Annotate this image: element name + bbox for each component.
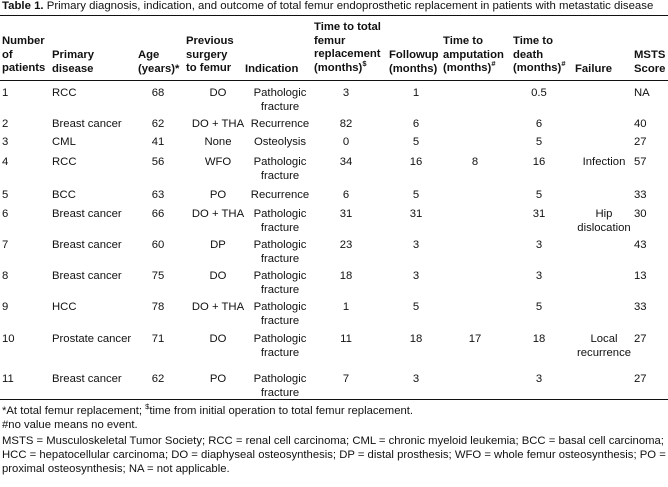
table-title: Primary diagnosis, indication, and outcome of total femur endoprosthetic replacement in patients with metastatic disease	[46, 0, 654, 12]
cell-age: 56	[151, 156, 165, 168]
cell-time-to-death: 6	[535, 118, 543, 130]
cell-number: 6	[2, 208, 9, 220]
cell-age: 71	[151, 333, 165, 345]
cell-age: 66	[151, 208, 165, 220]
cell-previous-surgery: DP	[210, 239, 226, 251]
cell-number: 4	[2, 156, 9, 168]
table-label: Table 1.	[2, 0, 44, 12]
footnote-hash: #no value means no event.	[2, 419, 138, 431]
cell-msts-score: 27	[634, 333, 647, 345]
cell-primary-disease: Prostate cancer	[52, 333, 132, 345]
cell-age: 63	[151, 189, 165, 201]
cell-indication: Osteolysis	[253, 136, 307, 148]
cell-primary-disease: BCC	[52, 189, 76, 201]
cell-followup: 3	[412, 239, 420, 251]
cell-followup: 6	[412, 118, 420, 130]
header-msts-score: MSTS Score	[634, 49, 666, 75]
cell-previous-surgery: DO + THA	[191, 301, 245, 313]
header-primary-disease: Primary disease	[52, 49, 95, 75]
cell-msts-score: NA	[634, 87, 650, 99]
cell-primary-disease: Breast cancer	[52, 239, 122, 251]
cell-number: 5	[2, 189, 9, 201]
cell-time-to-total-femur: 82	[339, 118, 353, 130]
header-time-to-amputation: Time to amputation (months)#	[443, 35, 504, 74]
cell-time-to-total-femur: 0	[342, 136, 350, 148]
cell-age: 68	[151, 87, 165, 99]
cell-time-to-amputation: 8	[471, 156, 479, 168]
cell-time-to-death: 31	[532, 208, 546, 220]
cell-number: 8	[2, 270, 9, 282]
header-number: Number of patients	[2, 35, 46, 74]
cell-followup: 5	[412, 136, 420, 148]
cell-time-to-death: 3	[535, 373, 543, 385]
cell-primary-disease: Breast cancer	[52, 208, 122, 220]
header-indication: Indication	[245, 63, 299, 75]
cell-time-to-total-femur: 6	[342, 189, 350, 201]
cell-time-to-total-femur: 7	[342, 373, 350, 385]
cell-number: 11	[2, 373, 14, 385]
cell-previous-surgery: PO	[209, 373, 227, 385]
cell-followup: 3	[412, 373, 420, 385]
header-time-to-total-femur: Time to total femur replacement (months)$	[314, 21, 381, 74]
cell-indication: Pathologic fracture	[253, 333, 307, 359]
cell-time-to-amputation: 17	[468, 333, 482, 345]
cell-age: 62	[151, 373, 165, 385]
cell-followup: 18	[409, 333, 423, 345]
cell-age: 60	[151, 239, 165, 251]
cell-primary-disease: RCC	[52, 156, 77, 168]
cell-followup: 31	[409, 208, 423, 220]
cell-primary-disease: HCC	[52, 301, 77, 313]
cell-time-to-death: 0.5	[531, 87, 547, 99]
cell-time-to-death: 16	[532, 156, 546, 168]
cell-failure: Hip dislocation	[577, 208, 631, 234]
cell-age: 62	[151, 118, 165, 130]
cell-followup: 5	[412, 301, 420, 313]
cell-previous-surgery: DO	[209, 87, 227, 99]
cell-followup: 16	[409, 156, 423, 168]
cell-number: 10	[2, 333, 15, 345]
cell-msts-score: 13	[634, 270, 647, 282]
cell-indication: Recurrence	[250, 118, 310, 130]
cell-msts-score: 27	[634, 136, 647, 148]
cell-number: 1	[2, 87, 9, 99]
cell-primary-disease: Breast cancer	[52, 270, 122, 282]
header-age: Age (years)*	[138, 49, 180, 75]
cell-number: 3	[2, 136, 9, 148]
cell-previous-surgery: None	[204, 136, 232, 148]
cell-time-to-total-femur: 3	[342, 87, 350, 99]
footnote-abbreviations: MSTS = Musculoskeletal Tumor Society; RCC = renal cell carcinoma; CML = chronic myeloid leukemia; BCC = basal cell carcinoma; HCC = hepatocellular carcinoma; DO = diaphyseal osteosynthesis; DP = distal prosthesis; WFO = whole femur osteosynthesis; PO = proximal osteosynthesis; NA = not applicable.	[2, 435, 666, 475]
cell-time-to-death: 5	[535, 301, 543, 313]
cell-primary-disease: Breast cancer	[52, 118, 122, 130]
cell-previous-surgery: DO + THA	[191, 118, 245, 130]
cell-number: 7	[2, 239, 9, 251]
cell-msts-score: 27	[634, 373, 647, 385]
cell-previous-surgery: DO	[209, 333, 227, 345]
cell-time-to-death: 5	[535, 189, 543, 201]
header-time-to-death: Time to death (months)#	[513, 35, 566, 74]
cell-number: 9	[2, 301, 9, 313]
cell-followup: 3	[412, 270, 420, 282]
cell-primary-disease: CML	[52, 136, 76, 148]
top-rule	[0, 15, 668, 16]
cell-age: 78	[151, 301, 165, 313]
cell-previous-surgery: WFO	[204, 156, 232, 168]
cell-followup: 5	[412, 189, 420, 201]
cell-time-to-death: 3	[535, 270, 543, 282]
cell-time-to-total-femur: 1	[342, 301, 350, 313]
cell-primary-disease: RCC	[52, 87, 77, 99]
cell-indication: Recurrence	[250, 189, 310, 201]
cell-age: 41	[151, 136, 165, 148]
cell-failure: Infection	[582, 156, 626, 168]
cell-indication: Pathologic fracture	[253, 301, 307, 327]
footnote-star: *At total femur replacement; $time from initial operation to total femur replacement.	[2, 402, 414, 417]
header-previous-surgery: Previous surgery to femur	[186, 35, 234, 74]
cell-followup: 1	[412, 87, 420, 99]
cell-previous-surgery: DO	[209, 270, 227, 282]
cell-msts-score: 57	[634, 156, 647, 168]
bottom-rule	[0, 399, 668, 400]
cell-age: 75	[151, 270, 165, 282]
cell-msts-score: 33	[634, 189, 647, 201]
cell-msts-score: 40	[634, 118, 647, 130]
cell-indication: Pathologic fracture	[253, 239, 307, 265]
table-caption	[2, 0, 653, 12]
cell-msts-score: 30	[634, 208, 647, 220]
cell-msts-score: 43	[634, 239, 647, 251]
header-followup: Followup (months)	[389, 49, 439, 75]
cell-time-to-total-femur: 11	[340, 333, 352, 345]
cell-indication: Pathologic fracture	[253, 373, 307, 399]
cell-indication: Pathologic fracture	[253, 208, 307, 234]
header-failure: Failure	[575, 63, 613, 75]
cell-failure: Local recurrence	[577, 333, 631, 359]
cell-time-to-death: 3	[535, 239, 543, 251]
cell-previous-surgery: PO	[209, 189, 227, 201]
cell-time-to-total-femur: 23	[339, 239, 353, 251]
cell-time-to-death: 5	[535, 136, 543, 148]
cell-msts-score: 33	[634, 301, 647, 313]
cell-time-to-total-femur: 34	[339, 156, 353, 168]
cell-time-to-total-femur: 18	[339, 270, 353, 282]
cell-number: 2	[2, 118, 9, 130]
cell-time-to-total-femur: 31	[339, 208, 353, 220]
cell-previous-surgery: DO + THA	[191, 208, 245, 220]
header-rule	[0, 80, 668, 81]
cell-indication: Pathologic fracture	[253, 87, 307, 113]
cell-primary-disease: Breast cancer	[52, 373, 122, 385]
cell-time-to-death: 18	[532, 333, 546, 345]
cell-indication: Pathologic fracture	[253, 270, 307, 296]
cell-indication: Pathologic fracture	[253, 156, 307, 182]
